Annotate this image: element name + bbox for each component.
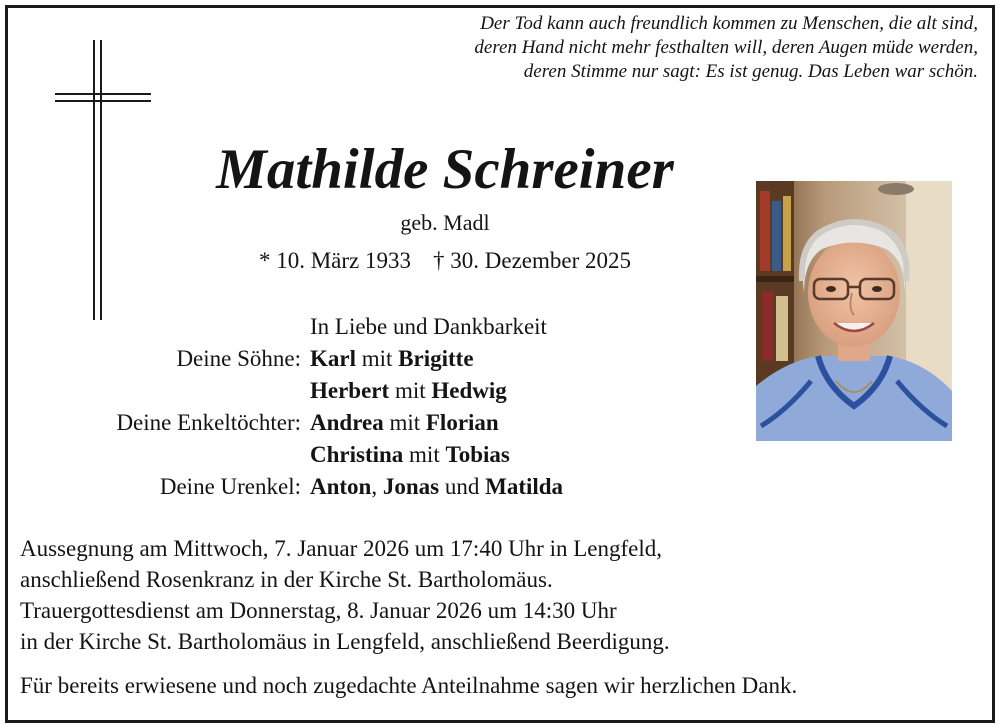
birth-date: * 10. März 1933 [258, 248, 412, 273]
service-line: anschließend Rosenkranz in der Kirche St. Bartholomäus. [20, 567, 553, 592]
partner-name: Brigitte [398, 346, 474, 371]
service-line: Trauergottesdienst am Donnerstag, 8. Januar 2026 um 14:30 Uhr [20, 598, 617, 623]
granddaughters-row [20, 407, 720, 439]
greatgrandchildren-label: Deine Urenkel: [159, 474, 301, 499]
quote-line: deren Hand nicht mehr festhalten will, deren Augen müde werden, [474, 37, 978, 58]
service-line: in der Kirche St. Bartholomäus in Lengfeld, anschließend Beerdigung. [20, 629, 670, 654]
birth-name: geb. Madl [400, 210, 490, 235]
family-section [20, 311, 720, 503]
greatgrandchild-name: Anton [310, 474, 372, 499]
separator-text: , [371, 474, 383, 499]
partner-name: Hedwig [431, 378, 507, 403]
thanks-note: Für bereits erwiesene und noch zugedachte Anteilnahme sagen wir herzlichen Dank. [20, 673, 798, 698]
family-intro-row [20, 311, 720, 343]
greatgrandchild-name: Matilda [485, 474, 564, 499]
connector-text: mit [403, 442, 446, 467]
deceased-name: Mathilde Schreiner [216, 138, 674, 201]
connector-text: mit [356, 346, 399, 371]
granddaughter-name: Andrea [310, 410, 384, 435]
son-name: Karl [310, 346, 356, 371]
granddaughters-row [20, 439, 720, 471]
connector-text: mit [383, 410, 426, 435]
life-dates [180, 245, 710, 277]
family-intro: In Liebe und Dankbarkeit [310, 314, 547, 339]
sons-row [20, 375, 720, 407]
connector-text: mit [389, 378, 432, 403]
quote-line: Der Tod kann auch freundlich kommen zu Menschen, die alt sind, [480, 13, 978, 34]
partner-name: Florian [425, 410, 499, 435]
granddaughters-label: Deine Enkeltöchter: [116, 410, 301, 435]
service-details [20, 533, 970, 657]
death-date: † 30. Dezember 2025 [433, 248, 632, 273]
service-line: Aussegnung am Mittwoch, 7. Januar 2026 um 17:40 Uhr in Lengfeld, [20, 536, 662, 561]
poem-quote [338, 12, 978, 84]
portrait-photo [756, 181, 952, 441]
partner-name: Tobias [445, 442, 510, 467]
sons-label: Deine Söhne: [176, 346, 301, 371]
cross-icon [55, 40, 151, 320]
greatgrandchild-name: Jonas [382, 474, 440, 499]
granddaughter-name: Christina [310, 442, 404, 467]
quote-line: deren Stimme nur sagt: Es ist genug. Das Leben war schön. [523, 61, 978, 82]
greatgrandchildren-row [20, 471, 720, 503]
son-name: Herbert [310, 378, 390, 403]
sons-row [20, 343, 720, 375]
connector-text: und [439, 474, 486, 499]
